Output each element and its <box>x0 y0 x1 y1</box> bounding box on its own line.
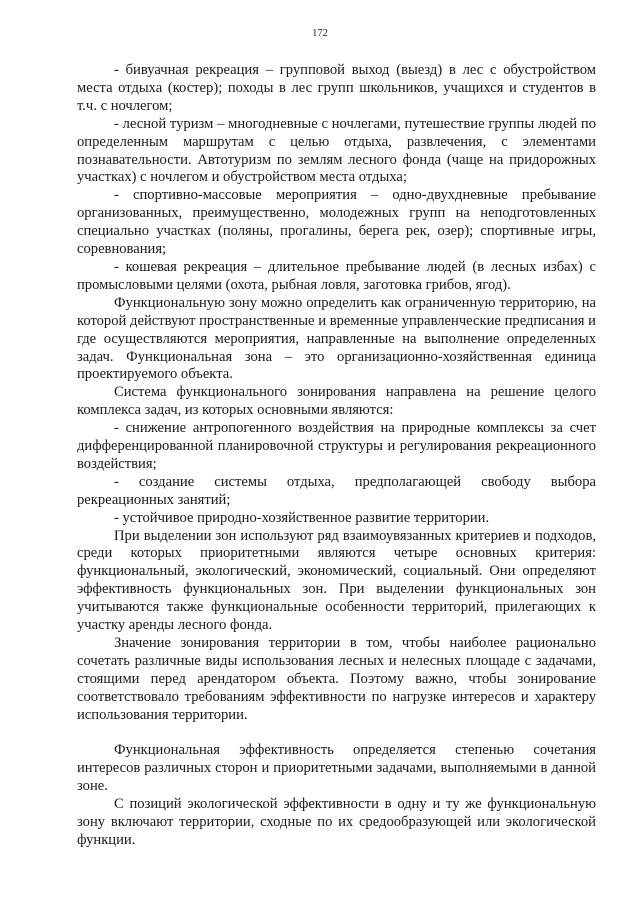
paragraph-task-sustainable-development: - устойчивое природно-хозяйственное развитие территории. <box>114 509 490 526</box>
paragraph-ecological-efficiency: С позиций экологической эффективности в одну и ту же функциональную зону включают территории, сходные по их средообразующей или экологической функции. <box>77 796 596 848</box>
paragraph-bivouac-recreation: - бивуачная рекреация – групповой выход (выезд) в лес с обустройством места отдыха (костер); походы в лес групп школьников, учащихся и студентов в т.ч. с ночлегом; <box>77 62 596 114</box>
paragraph-forest-tourism: - лесной туризм – многодневные с ночлегами, путешествие группы людей по определенным маршрутам с целью отдыха, развлечения, с элементами познавательности. Автотуризм по землям лесного фонда (чаще на придорожных участках) с ночлегом и обустройством места отдыха; <box>77 115 596 186</box>
page-number: 172 <box>312 28 328 39</box>
paragraph-sports-events: - спортивно-массовые мероприятия – одно-двухдневные пребывание организованных, преимущественно, молодежных групп на неподготовленных специально участках (поляны, прогалины, берега рек, озер); спортивные игры, соревнования; <box>77 187 596 258</box>
paragraph-zoning-significance: Значение зонирования территории в том, чтобы наиболее рационально сочетать различные виды использования лесных и нелесных площаде с задачами, стоящими перед арендатором объекта. Поэтому важно, чтобы зонирование соответствовало требованиям эффективности по нагрузке интересов и характеру использования территории. <box>77 635 596 723</box>
document-body <box>77 62 596 850</box>
paragraph-zone-criteria: При выделении зон используют ряд взаимоувязанных критериев и подходов, среди которых приоритетными являются четыре основных критерия: функциональный, экологический, экономический, социальный. Они определяют эффективность функциональных зон. При выделении функциональных зон учитываются также функциональные особенности территорий, прилегающих к участку аренды лесного фонда. <box>77 527 596 634</box>
paragraph-task-reduce-impact: - снижение антропогенного воздействия на природные комплексы за счет дифференцированной планировочной структуры и регулирования рекреационного воздействия; <box>77 420 596 472</box>
paragraph-functional-zone-definition: Функциональную зону можно определить как ограниченную территорию, на которой действуют пространственные и временные управленческие предписания и где осуществляются мероприятия, направленные на выполнение определенных задач. Функциональная зона – это организационно-хозяйственная единица проектируемого объекта. <box>77 294 596 383</box>
paragraph-functional-efficiency: Функциональная эффективность определяется степенью сочетания интересов различных сторон и приоритетными задачами, выполняемыми в данной зоне. <box>77 742 596 795</box>
paragraph-task-leisure-system: - создание системы отдыха, предполагающей свободу выбора рекреационных занятий; <box>77 473 596 508</box>
paragraph-koshevaya-recreation: - кошевая рекреация – длительное пребывание людей (в лесных избах) с промысловыми целями (охота, рыбная ловля, заготовка грибов, ягод). <box>77 258 596 293</box>
paragraph-zoning-system: Система функционального зонирования направлена на решение целого комплекса задач, из которых основными являются: <box>77 384 596 419</box>
